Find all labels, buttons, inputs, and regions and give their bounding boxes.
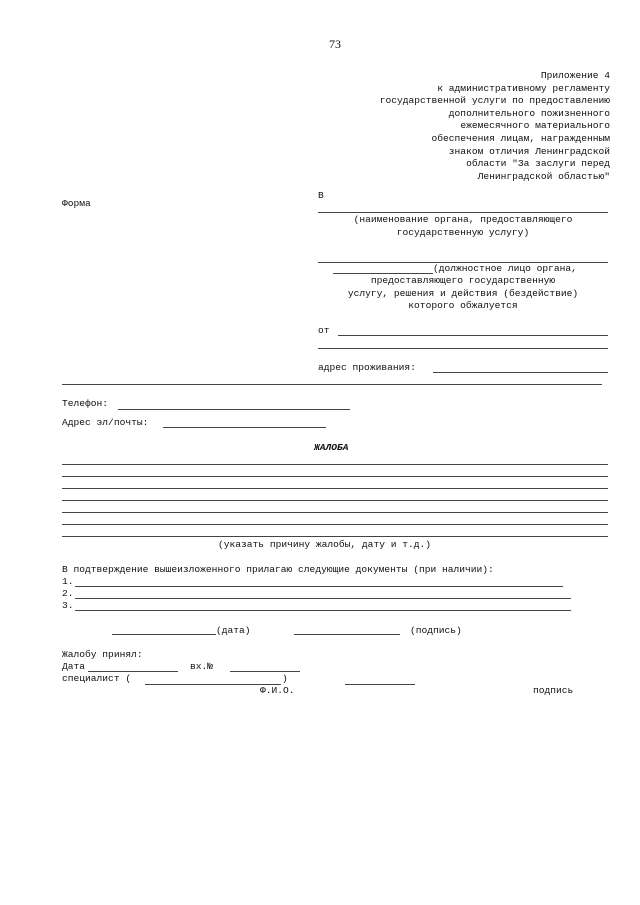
official-caption-line: услугу, решения и действия (бездействие) <box>347 287 579 299</box>
complaint-line <box>62 500 608 501</box>
appendix-line: Ленинградской областью" <box>477 170 610 182</box>
organ-caption-line: (наименование органа, предоставляющего <box>353 214 573 225</box>
complaint-line <box>62 536 608 537</box>
from-line <box>338 335 608 336</box>
document-item-2: 2. <box>62 588 74 599</box>
from-label: от <box>318 325 330 336</box>
phone-line <box>118 409 350 410</box>
documents-intro: В подтверждение вышеизложенного прилагаю следующие документы (при наличии): <box>62 564 494 575</box>
accepted-signature-caption: подпись <box>533 685 574 696</box>
document-line-2 <box>75 598 571 599</box>
date-caption: (дата) <box>216 625 251 636</box>
page-number: 73 <box>329 37 341 51</box>
accepted-date-line <box>88 671 178 672</box>
appendix-line: обеспечения лицам, награжденным <box>431 132 610 144</box>
document-line-1 <box>75 586 563 587</box>
address-line-2 <box>62 384 602 385</box>
official-line-2 <box>333 273 433 274</box>
appendix-line: знаком отличия Ленинградской <box>448 145 610 157</box>
incoming-line <box>230 671 300 672</box>
complaint-line <box>62 476 608 477</box>
reason-caption: (указать причину жалобы, дату и т.д.) <box>218 539 432 550</box>
document-item-3: 3. <box>62 600 74 611</box>
organ-name-line <box>318 212 608 213</box>
complaint-line <box>62 524 608 525</box>
from-line-2 <box>318 348 608 349</box>
specialist-close-paren: ) <box>282 673 288 684</box>
specialist-label: специалист ( <box>62 673 132 684</box>
form-label: Форма <box>62 198 91 209</box>
appendix-line: Приложение 4 <box>540 70 610 81</box>
appendix-line: к административному регламенту <box>437 82 610 94</box>
accepted-heading: Жалобу принял: <box>62 649 143 660</box>
appendix-line: государственной услуги по предоставлению <box>379 95 610 107</box>
fio-caption: Ф.И.О. <box>260 685 295 696</box>
complaint-line <box>62 488 608 489</box>
signature-caption: (подпись) <box>410 625 462 636</box>
organ-caption-line: государственную услугу) <box>396 226 530 238</box>
accepted-date-label: Дата <box>62 661 86 672</box>
appendix-line: дополнительного пожизненного <box>448 107 610 119</box>
organ-caption <box>318 214 608 239</box>
complaint-line <box>62 512 608 513</box>
complaint-line <box>62 464 608 465</box>
official-caption <box>318 275 608 313</box>
official-caption-line: предоставляющего государственную <box>370 275 556 286</box>
to-prefix: В <box>318 190 324 201</box>
appendix-header <box>310 70 610 183</box>
appendix-line: области "За заслуги перед <box>466 158 610 170</box>
address-label: адрес проживания: <box>318 362 416 373</box>
phone-label: Телефон: <box>62 398 109 409</box>
appendix-line: ежемесячного материального <box>460 120 610 132</box>
complaint-title: ЖАЛОБА <box>314 442 349 453</box>
accepted-signature-line <box>345 684 415 685</box>
document-line-3 <box>75 610 571 611</box>
incoming-label: вх.№ <box>190 661 214 672</box>
document-item-1: 1. <box>62 576 74 587</box>
email-label: Адрес эл/почты: <box>62 417 149 428</box>
official-caption-line: которого обжалуется <box>408 300 518 312</box>
address-line <box>433 372 608 373</box>
signature-line <box>294 634 400 635</box>
official-caption-1: (должностное лицо органа, <box>433 263 577 274</box>
email-line <box>163 427 326 428</box>
date-line <box>112 634 216 635</box>
